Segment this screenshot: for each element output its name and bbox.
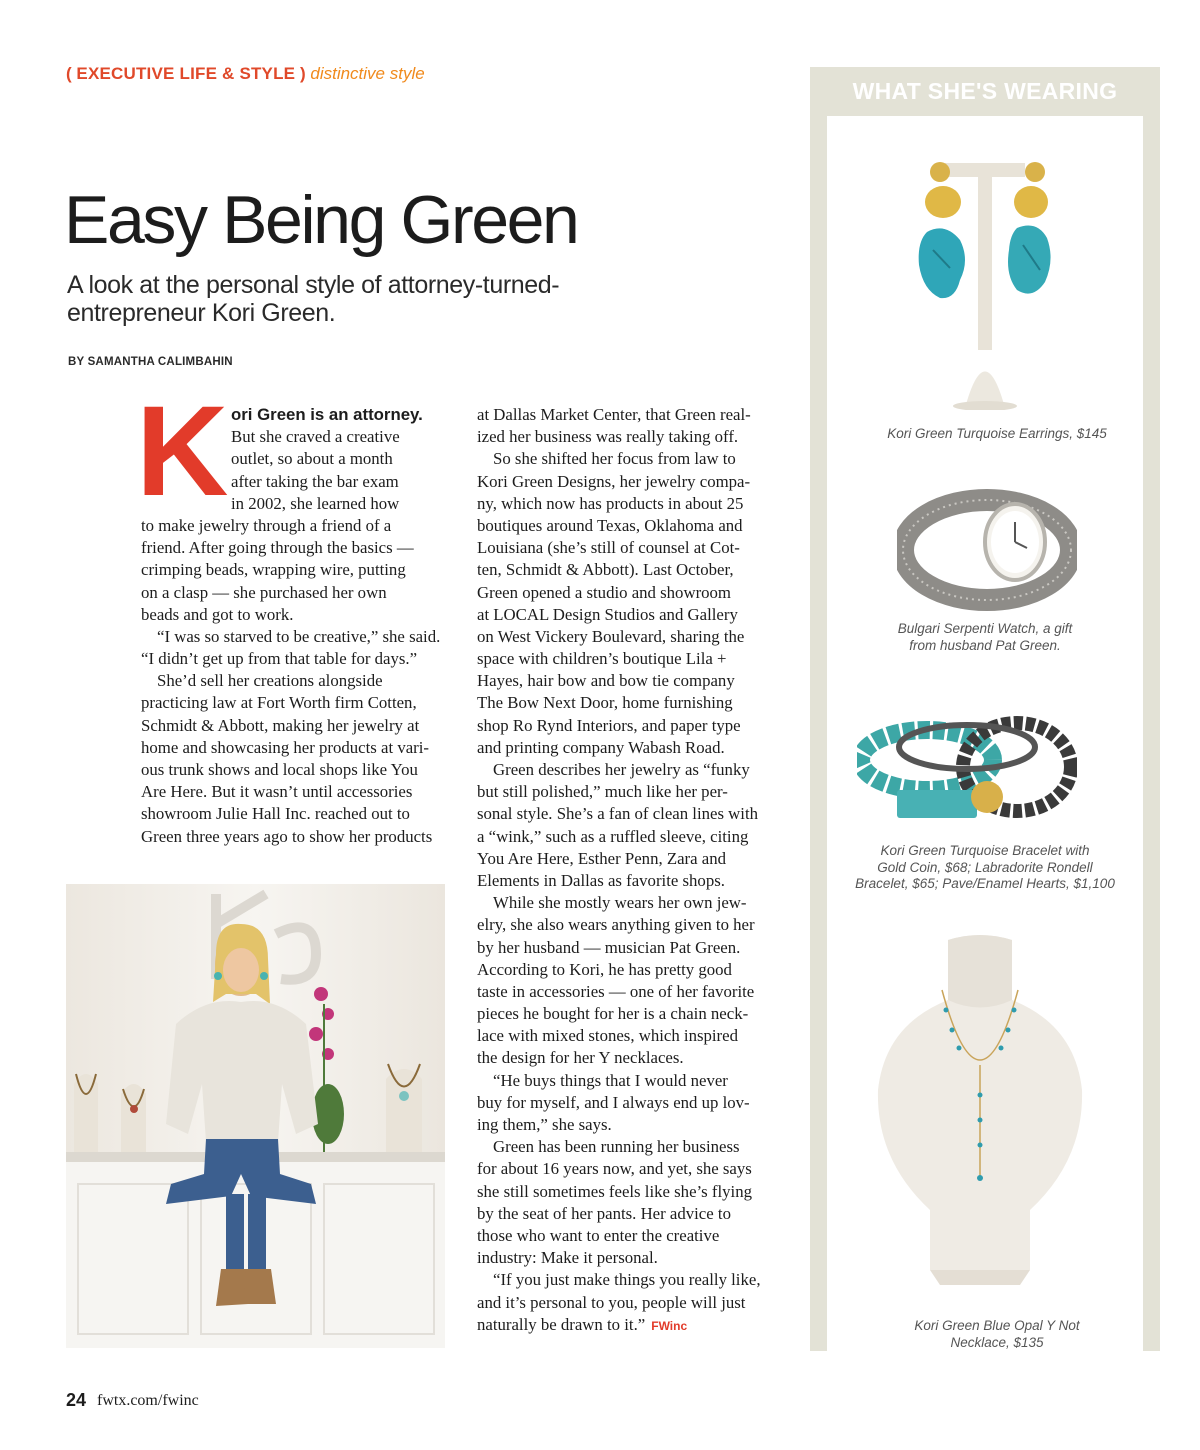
caption-line: Gold Coin, $68; Labradorite Rondell (877, 859, 1093, 875)
text-line: outlet, so about a month (231, 449, 393, 469)
drop-cap: K (136, 380, 229, 523)
bracelets-caption (827, 843, 1143, 893)
caption-line: Kori Green Turquoise Bracelet with (880, 843, 1090, 858)
article-dek: A look at the personal style of attorney-turned-entrepreneur Kori Green. (67, 271, 560, 327)
text-line: ten, Schmidt & Abbott). Last October, (477, 560, 734, 580)
text-line: taste in accessories — one of her favorite (477, 981, 755, 1001)
text-line: Green opened a studio and showroom (477, 582, 731, 602)
text-line: crimping beads, wrapping wire, putting (141, 560, 406, 580)
text-line: Green has been running her business (493, 1137, 740, 1157)
text-line: “I didn’t get up from that table for days.” (141, 649, 418, 669)
text-line: According to Kori, he has pretty good (477, 959, 732, 979)
portrait-illustration (66, 884, 445, 1348)
kicker-close-bracket: ) (299, 64, 306, 83)
necklace-illustration (870, 930, 1090, 1290)
earrings-caption (827, 426, 1167, 443)
watch-photo (897, 488, 1077, 613)
necklace-caption (827, 1318, 1167, 1351)
text-line: and printing company Wabash Road. (477, 737, 725, 757)
final-text: naturally be drawn to it.” (477, 1314, 646, 1334)
text-line: ous trunk shows and local shops like You (141, 760, 418, 779)
bracelets-illustration (857, 705, 1077, 835)
text-line: space with children’s boutique Lila + (477, 649, 727, 669)
subsection-label: distinctive style (310, 64, 425, 83)
article-column-1 (141, 404, 446, 848)
caption-line: Necklace, $135 (950, 1334, 1044, 1350)
text-line: shop Ro Rynd Interiors, and paper type (477, 715, 741, 735)
text-line: lace with mixed stones, which inspired (477, 1026, 738, 1046)
bracelets-photo (857, 705, 1077, 835)
text-line: “He buys things that I would never (493, 1070, 728, 1090)
article-column-2 (477, 404, 782, 1336)
text-line: Are Here. But it wasn’t until accessories (141, 782, 413, 802)
text-line: friend. After going through the basics — (141, 538, 414, 558)
text-line: at LOCAL Design Studios and Gallery (477, 604, 738, 624)
section-kicker (66, 64, 425, 84)
text-line: “I was so starved to be creative,” she said. (157, 626, 441, 646)
text-line: she still sometimes feels like she’s flying (477, 1181, 752, 1201)
byline: BY SAMANTHA CALIMBAHIN (68, 356, 233, 368)
kicker-open-bracket: ( (66, 64, 72, 83)
text-line: to make jewelry through a friend of a (141, 515, 392, 535)
text-line: by her husband — musician Pat Green. (477, 937, 741, 957)
text-line: ny, which now has products in about 25 (477, 493, 744, 513)
text-line: showroom Julie Hall Inc. reached out to (141, 804, 410, 824)
text-line: at Dallas Market Center, that Green real- (477, 405, 751, 424)
earrings-photo (905, 150, 1065, 410)
lead-line: ori Green is an attorney. (231, 405, 423, 424)
text-line: But she craved a creative (231, 427, 400, 447)
watch-caption (827, 621, 1143, 654)
text-line: You Are Here, Esther Penn, Zara and (477, 848, 727, 868)
text-line: Schmidt & Abbott, making her jewelry at (141, 715, 420, 735)
text-line: on West Vickery Boulevard, sharing the (477, 626, 745, 646)
caption-line: Kori Green Blue Opal Y Not (914, 1318, 1080, 1333)
portrait-photo (66, 884, 445, 1348)
page-number: 24 (66, 1390, 87, 1410)
website-url[interactable]: fwtx.com/fwinc (97, 1392, 199, 1409)
text-line: and it’s personal to you, people will just (477, 1292, 746, 1312)
text-line: but still polished,” much like her per- (477, 782, 728, 802)
caption-line: Kori Green Turquoise Earrings, $145 (887, 426, 1107, 441)
text-line: ing them,” she says. (477, 1115, 612, 1134)
text-line: So she shifted her focus from law to (493, 449, 736, 469)
text-line: in 2002, she learned how (231, 493, 400, 513)
text-line: industry: Make it personal. (477, 1248, 658, 1268)
caption-line: Bulgari Serpenti Watch, a gift (897, 621, 1073, 636)
text-line: beads and got to work. (141, 604, 294, 624)
text-line: pieces he bought for her is a chain neck- (477, 1004, 749, 1024)
text-line: for about 16 years now, and yet, she says (477, 1159, 752, 1179)
text-line: Kori Green Designs, her jewelry compa- (477, 471, 751, 491)
article-title: Easy Being Green (64, 182, 578, 258)
caption-line: from husband Pat Green. (909, 637, 1061, 653)
text-line: a “wink,” such as a ruffled sleeve, citing (477, 826, 749, 846)
text-line-final (477, 1314, 782, 1336)
text-line: Elements in Dallas as favorite shops. (477, 870, 725, 890)
necklace-photo (870, 930, 1090, 1290)
text-line: those who want to enter the creative (477, 1225, 720, 1245)
text-line: sonal style. She’s a fan of clean lines with (477, 804, 759, 824)
text-line: Louisiana (she’s still of counsel at Cot- (477, 538, 740, 558)
text-line: Green describes her jewelry as “funky (493, 760, 750, 779)
text-line: While she mostly wears her own jew- (493, 893, 747, 913)
end-mark: FWinc (651, 1318, 688, 1333)
sidebar-title: WHAT SHE'S WEARING (852, 78, 1118, 104)
text-line: Green three years ago to show her products (141, 826, 433, 846)
text-line: Hayes, hair bow and bow tie company (477, 671, 735, 691)
text-line: She’d sell her creations alongside (157, 671, 383, 691)
text-line: practicing law at Fort Worth firm Cotten, (141, 693, 417, 713)
caption-line: Bracelet, $65; Pave/Enamel Hearts, $1,100 (855, 876, 1115, 892)
earrings-illustration (905, 150, 1065, 410)
text-line: boutiques around Texas, Oklahoma and (477, 515, 743, 535)
text-line: The Bow Next Door, home furnishing (477, 693, 733, 713)
section-label: EXECUTIVE LIFE & STYLE (76, 64, 296, 83)
text-line: after taking the bar exam (231, 471, 399, 491)
text-line: the design for her Y necklaces. (477, 1048, 684, 1068)
text-line: on a clasp — she purchased her own (141, 582, 387, 602)
text-line: “If you just make things you really like, (493, 1270, 761, 1290)
watch-illustration (897, 488, 1077, 613)
text-line: by the seat of her pants. Her advice to (477, 1203, 731, 1223)
text-line: ized her business was really taking off. (477, 427, 739, 447)
text-line: elry, she also wears anything given to her (477, 915, 755, 935)
text-line: home and showcasing her products at vari- (141, 737, 429, 757)
text-line: buy for myself, and I always end up lov- (477, 1092, 750, 1112)
